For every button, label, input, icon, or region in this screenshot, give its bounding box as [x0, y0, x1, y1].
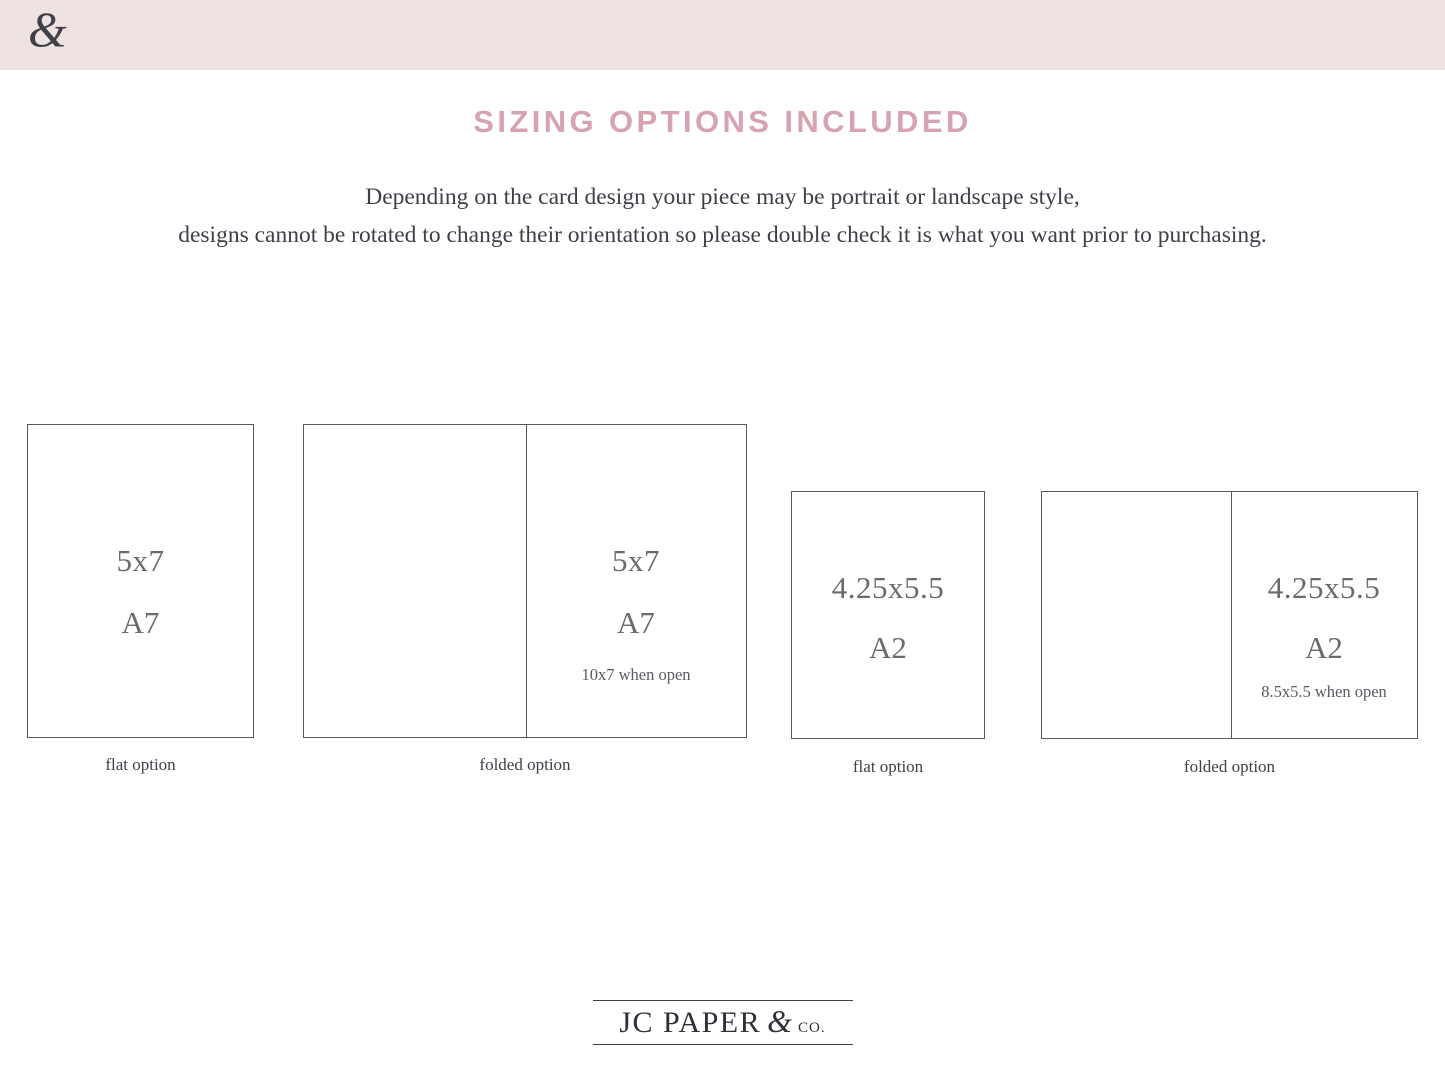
- card-a7-folded-size: 5x7: [612, 543, 660, 578]
- card-a2-folded-format: A2: [1305, 630, 1343, 665]
- page-title: SIZING OPTIONS INCLUDED: [473, 104, 972, 139]
- card-a7-flat[interactable]: [27, 424, 254, 738]
- card-a2-folded-caption: folded option: [1183, 757, 1276, 776]
- card-a7-flat-size: 5x7: [116, 543, 165, 578]
- card-a7-folded-format: A7: [617, 605, 655, 640]
- footer-logo-row: [593, 1000, 853, 1045]
- card-a2-flat-caption: flat option: [852, 757, 924, 776]
- footer-ampersand-icon: &: [767, 1003, 793, 1039]
- card-a2-folded[interactable]: [1041, 491, 1418, 739]
- ampersand-logo-icon: &: [28, 1, 67, 57]
- card-a7-folded-note: 10x7 when open: [581, 665, 691, 684]
- intro-line-2: designs cannot be rotated to change their orientation so please double check it is what you want prior to purchasing.: [178, 222, 1267, 249]
- intro-line-1: Depending on the card design your piece may be portrait or landscape style,: [365, 184, 1080, 210]
- card-a2-folded-size: 4.25x5.5: [1267, 570, 1381, 605]
- footer-logo: [593, 1000, 853, 1045]
- top-banner: [0, 0, 1445, 70]
- card-a7-folded[interactable]: [303, 424, 747, 738]
- card-a2-flat[interactable]: [791, 491, 985, 739]
- footer-logo-co: CO.: [798, 1020, 826, 1036]
- card-a7-folded-fold-line: [526, 425, 527, 737]
- card-a7-folded-caption: folded option: [479, 755, 571, 774]
- card-a2-folded-note: 8.5x5.5 when open: [1261, 682, 1387, 701]
- intro-paragraph: [0, 178, 1445, 254]
- card-a7-flat-caption: flat option: [105, 755, 176, 774]
- footer-logo-main: JC PAPER: [619, 1006, 762, 1039]
- card-a7-flat-format: A7: [121, 605, 160, 640]
- card-a2-flat-format: A2: [869, 630, 907, 665]
- card-a2-flat-size: 4.25x5.5: [831, 570, 945, 605]
